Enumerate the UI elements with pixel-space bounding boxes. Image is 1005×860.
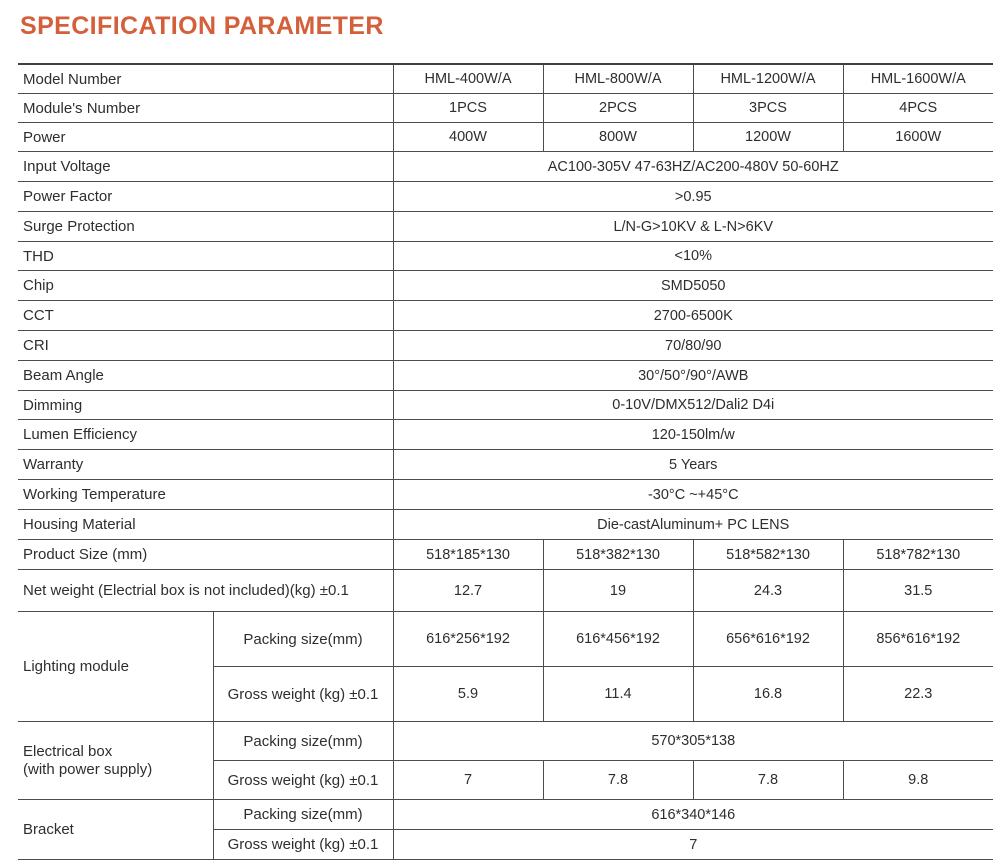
row-label: Net weight (Electrial box is not included)(kg) ±0.1: [18, 570, 393, 612]
table-row-input-voltage: [18, 152, 993, 182]
table-row-bracket-packing: [18, 800, 993, 830]
row-label: Lumen Efficiency: [18, 420, 393, 450]
row-label: Model Number: [18, 64, 393, 94]
table-row-cri: [18, 331, 993, 361]
cell-value: 856*616*192: [843, 612, 993, 667]
cell-value: 9.8: [843, 761, 993, 800]
table-row-net-weight: [18, 570, 993, 612]
row-label: Input Voltage: [18, 152, 393, 182]
table-row-power: [18, 123, 993, 152]
row-label: Working Temperature: [18, 480, 393, 510]
table-row-dimming: [18, 391, 993, 420]
table-row-lumen-efficiency: [18, 420, 993, 450]
cell-value: Die-castAluminum+ PC LENS: [393, 510, 993, 540]
group-label-electrical-box: [18, 722, 213, 800]
cell-value: 616*456*192: [543, 612, 693, 667]
cell-value: 4PCS: [843, 94, 993, 123]
row-label: Module's Number: [18, 94, 393, 123]
table-row-working-temperature: [18, 480, 993, 510]
cell-value: 518*185*130: [393, 540, 543, 570]
cell-value: 2700-6500K: [393, 301, 993, 331]
cell-value: HML-400W/A: [393, 64, 543, 94]
cell-value: 120-150lm/w: [393, 420, 993, 450]
row-label: Chip: [18, 271, 393, 301]
sub-row-label: Packing size(mm): [213, 800, 393, 830]
table-row-module-number: [18, 94, 993, 123]
cell-value: 1200W: [693, 123, 843, 152]
cell-value: 12.7: [393, 570, 543, 612]
cell-value: SMD5050: [393, 271, 993, 301]
cell-value: 1PCS: [393, 94, 543, 123]
table-row-thd: [18, 242, 993, 271]
row-label: Power: [18, 123, 393, 152]
spec-table: [18, 63, 993, 860]
cell-value: 570*305*138: [393, 722, 993, 761]
cell-value: HML-800W/A: [543, 64, 693, 94]
table-row-chip: [18, 271, 993, 301]
cell-value: 518*382*130: [543, 540, 693, 570]
row-label: Warranty: [18, 450, 393, 480]
table-row-surge-protection: [18, 212, 993, 242]
cell-value: 400W: [393, 123, 543, 152]
cell-value: 0-10V/DMX512/Dali2 D4i: [393, 391, 993, 420]
row-label: Dimming: [18, 391, 393, 420]
table-row-model-number: [18, 64, 993, 94]
cell-value: 1600W: [843, 123, 993, 152]
table-row-product-size: [18, 540, 993, 570]
table-row-electrical-packing: [18, 722, 993, 761]
cell-value: 518*582*130: [693, 540, 843, 570]
cell-value: 24.3: [693, 570, 843, 612]
cell-value: 616*340*146: [393, 800, 993, 830]
row-label: CCT: [18, 301, 393, 331]
cell-value: 7.8: [693, 761, 843, 800]
cell-value: AC100-305V 47-63HZ/AC200-480V 50-60HZ: [393, 152, 993, 182]
table-row-warranty: [18, 450, 993, 480]
cell-value: HML-1200W/A: [693, 64, 843, 94]
sub-row-label: Packing size(mm): [213, 722, 393, 761]
cell-value: 518*782*130: [843, 540, 993, 570]
cell-value: 7: [393, 830, 993, 860]
row-label: Surge Protection: [18, 212, 393, 242]
cell-value: HML-1600W/A: [843, 64, 993, 94]
page-title: SPECIFICATION PARAMETER: [20, 12, 384, 40]
group-label-line: (with power supply): [23, 760, 153, 778]
cell-value: 2PCS: [543, 94, 693, 123]
cell-value: 11.4: [543, 667, 693, 722]
cell-value: 5 Years: [393, 450, 993, 480]
table-row-power-factor: [18, 182, 993, 212]
row-label: THD: [18, 242, 393, 271]
cell-value: 30°/50°/90°/AWB: [393, 361, 993, 391]
cell-value: 800W: [543, 123, 693, 152]
sub-row-label: Gross weight (kg) ±0.1: [213, 667, 393, 722]
cell-value: 3PCS: [693, 94, 843, 123]
row-label: Housing Material: [18, 510, 393, 540]
cell-value: 7: [393, 761, 543, 800]
row-label: CRI: [18, 331, 393, 361]
table-row-beam-angle: [18, 361, 993, 391]
cell-value: 5.9: [393, 667, 543, 722]
sub-row-label: Gross weight (kg) ±0.1: [213, 830, 393, 860]
cell-value: 22.3: [843, 667, 993, 722]
cell-value: 16.8: [693, 667, 843, 722]
cell-value: -30°C ~+45°C: [393, 480, 993, 510]
row-label: Beam Angle: [18, 361, 393, 391]
sub-row-label: Packing size(mm): [213, 612, 393, 667]
table-row-cct: [18, 301, 993, 331]
cell-value: <10%: [393, 242, 993, 271]
table-row-housing-material: [18, 510, 993, 540]
cell-value: 19: [543, 570, 693, 612]
group-label-bracket: Bracket: [18, 800, 213, 860]
cell-value: 70/80/90: [393, 331, 993, 361]
row-label: Power Factor: [18, 182, 393, 212]
cell-value: >0.95: [393, 182, 993, 212]
cell-value: L/N-G>10KV & L-N>6KV: [393, 212, 993, 242]
cell-value: 7.8: [543, 761, 693, 800]
row-label: Product Size (mm): [18, 540, 393, 570]
cell-value: 31.5: [843, 570, 993, 612]
group-label-lighting-module: Lighting module: [18, 612, 213, 722]
cell-value: 616*256*192: [393, 612, 543, 667]
table-row-lighting-packing: [18, 612, 993, 667]
group-label-line: Electrical box: [23, 742, 113, 760]
cell-value: 656*616*192: [693, 612, 843, 667]
sub-row-label: Gross weight (kg) ±0.1: [213, 761, 393, 800]
